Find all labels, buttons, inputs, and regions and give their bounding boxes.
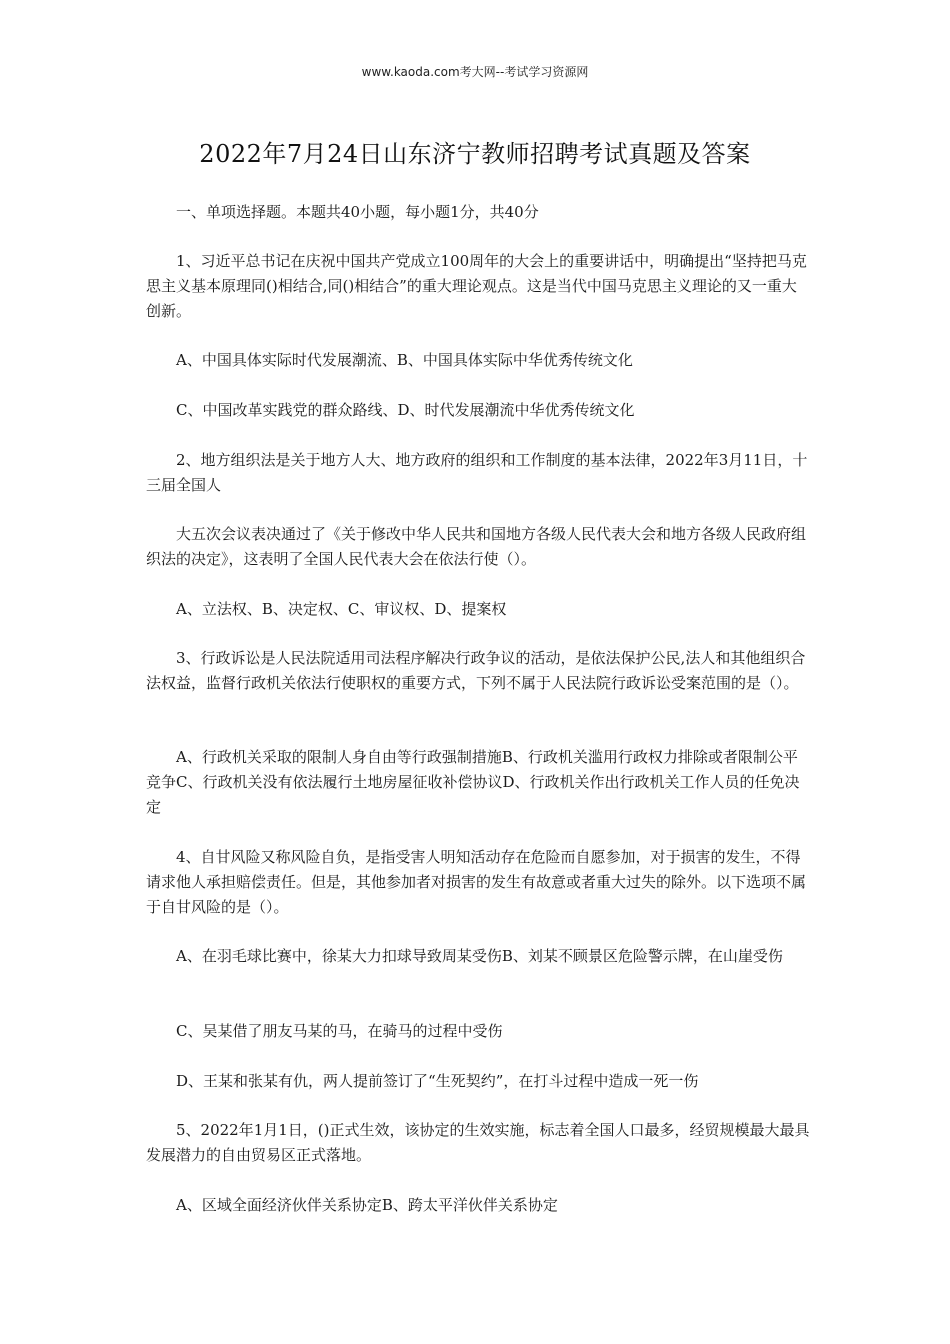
question-3: 3、行政诉讼是人民法院适用司法程序解决行政争议的活动，是依法保护公民,法人和其他组织合法权益，监督行政机关依法行使职权的重要方式，下列不属于人民法院行政诉讼受案范围的是（）。 [146,649,806,692]
question-4-option-d: D、王某和张某有仇，两人提前签订了“生死契约”，在打斗过程中造成一死一伤 [176,1072,699,1090]
question-1: 1、习近平总书记在庆祝中国共产党成立100周年的大会上的重要讲话中，明确提出“坚持把马克思主义基本原理同()相结合,同()相结合”的重大理论观点。这是当代中国马克思主义理论的又一重大创新。 [146,252,807,320]
site-header: www.kaoda.com考大网--考试学习资源网 [361,65,589,79]
question-2-part-1: 2、地方组织法是关于地方人大、地方政府的组织和工作制度的基本法律，2022年3月11日，十三届全国人 [146,451,808,494]
question-3-options: A、行政机关采取的限制人身自由等行政强制措施B、行政机关滥用行政权力排除或者限制公平竞争C、行政机关没有依法履行土地房屋征收补偿协议D、行政机关作出行政机关工作人员的任免决定 [146,748,800,816]
question-4-options-ab: A、在羽毛球比赛中，徐某大力扣球导致周某受伤B、刘某不顾景区危险警示牌，在山崖受伤 [176,947,783,965]
question-4: 4、自甘风险又称风险自负，是指受害人明知活动存在危险而自愿参加，对于损害的发生，不得请求他人承担赔偿责任。但是，其他参加者对损害的发生有故意或者重大过失的除外。以下选项不属于自甘风险的是（）。 [146,848,807,916]
question-5-options-ab: A、区域全面经济伙伴关系协定B、跨太平洋伙伴关系协定 [176,1196,558,1214]
question-1-options-cd: C、中国改革实践党的群众路线、D、时代发展潮流中华优秀传统文化 [176,401,635,419]
document-title: 2022年7月24日山东济宁教师招聘考试真题及答案 [199,140,751,168]
question-5: 5、2022年1月1日，()正式生效，该协定的生效实施，标志着全国人口最多，经贸规模最大最具发展潜力的自由贸易区正式落地。 [146,1121,810,1164]
section-heading: 一、单项选择题。本题共40小题，每小题1分，共40分 [176,203,539,221]
question-4-option-c: C、吴某借了朋友马某的马，在骑马的过程中受伤 [176,1022,503,1040]
question-2-part-2: 大五次会议表决通过了《关于修改中华人民共和国地方各级人民代表大会和地方各级人民政府组织法的决定》，这表明了全国人民代表大会在依法行使（）。 [146,525,807,568]
question-1-options-ab: A、中国具体实际时代发展潮流、B、中国具体实际中华优秀传统文化 [176,351,633,369]
question-2-options: A、立法权、B、决定权、C、审议权、D、提案权 [176,600,507,618]
